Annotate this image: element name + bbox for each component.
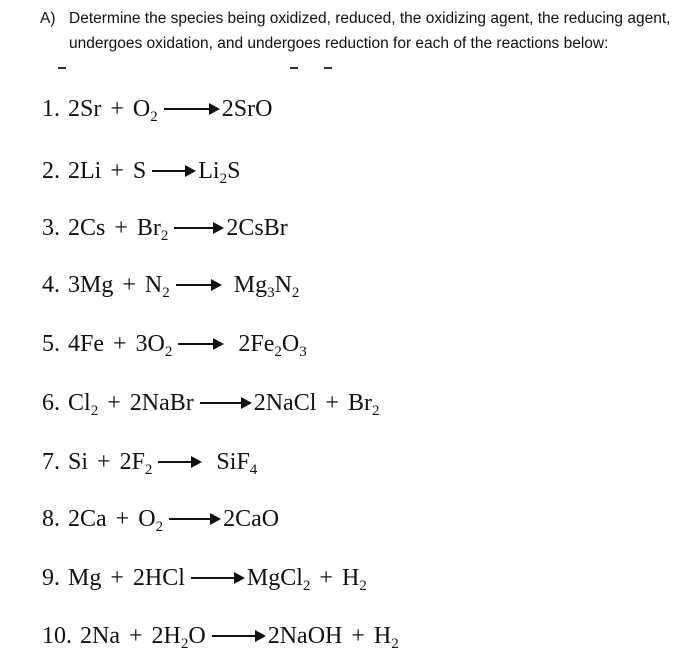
reaction-1 xyxy=(42,94,272,124)
reactant: 2Sr xyxy=(68,96,102,122)
reaction-number: 8. xyxy=(42,506,60,532)
reaction-arrow-icon xyxy=(176,284,220,286)
product: $Br_2$ xyxy=(347,390,380,419)
product: 2CsBr xyxy=(226,215,288,241)
plus-sign: + xyxy=(319,565,333,591)
reactant: $N_2$ xyxy=(144,272,170,301)
reaction-4 xyxy=(42,270,299,300)
reactant: 2Ca xyxy=(68,506,107,532)
reaction-arrow-icon xyxy=(169,518,219,520)
reaction-arrow-icon xyxy=(200,402,250,404)
product: 2CaO xyxy=(223,506,280,532)
reactant: $Br_2$ xyxy=(136,215,169,244)
plus-sign: + xyxy=(114,215,128,241)
reaction-arrow-icon xyxy=(164,108,218,110)
plus-sign: + xyxy=(110,96,124,122)
reaction-number: 7. xyxy=(42,449,60,475)
plus-sign: + xyxy=(351,623,365,649)
scan-mark xyxy=(290,67,298,69)
plus-sign: + xyxy=(113,331,127,357)
reactant: 2HCl xyxy=(132,565,185,591)
reactant: $2H_2O$ xyxy=(151,623,206,652)
section-label: A) xyxy=(40,10,56,27)
reaction-number: 6. xyxy=(42,390,60,416)
plus-sign: + xyxy=(122,272,136,298)
reactant: 4Fe xyxy=(68,331,104,357)
reaction-arrow-icon xyxy=(178,343,222,345)
plus-sign: + xyxy=(107,390,121,416)
reactant: $Cl_2$ xyxy=(68,390,99,419)
reaction-number: 3. xyxy=(42,215,60,241)
product: SiF$_4$ xyxy=(216,449,258,478)
product: $H_2$ xyxy=(373,623,399,652)
reactant: $2F_2$ xyxy=(119,449,153,478)
reactant: 2Li xyxy=(68,158,102,184)
reaction-arrow-icon xyxy=(174,227,222,229)
reaction-number: 5. xyxy=(42,331,60,357)
reactant: Si xyxy=(68,449,89,475)
reaction-arrow-icon xyxy=(191,577,243,579)
reaction-9 xyxy=(42,563,367,593)
plus-sign: + xyxy=(115,506,130,532)
reaction-number: 2. xyxy=(42,158,60,184)
reaction-7 xyxy=(42,447,257,477)
reaction-arrow-icon xyxy=(152,170,194,172)
instructions-line-1 xyxy=(40,6,690,31)
reaction-5 xyxy=(42,329,307,359)
instructions-text-1: Determine the species being oxidized, reduced, the oxidizing agent, the reducing agent, xyxy=(69,10,671,27)
reactant: $O_2$ xyxy=(132,96,158,125)
reaction-3 xyxy=(42,213,288,243)
reactant: 2Cs xyxy=(68,215,106,241)
plus-sign: + xyxy=(325,390,339,416)
reactant: S xyxy=(132,158,147,184)
product: $H_2$ xyxy=(341,565,367,594)
reactant: 3Mg xyxy=(68,272,114,298)
reaction-8 xyxy=(42,504,279,534)
reactant: $O_2$ xyxy=(138,506,164,535)
scan-mark xyxy=(324,67,332,69)
reaction-number: 4. xyxy=(42,272,60,298)
reactant: 2NaBr xyxy=(129,390,194,416)
reaction-number: 9. xyxy=(42,565,60,591)
product: MgCl$_2$ xyxy=(246,565,311,594)
reactant: Mg xyxy=(68,565,102,591)
reaction-arrow-icon xyxy=(212,635,264,637)
reaction-2 xyxy=(42,156,240,186)
product: 2SrO xyxy=(221,96,273,122)
plus-sign: + xyxy=(97,449,111,475)
reaction-6 xyxy=(42,388,379,418)
plus-sign: + xyxy=(128,623,143,649)
product: 2NaOH xyxy=(267,623,343,649)
scan-mark xyxy=(58,67,66,69)
reactant: $3O_2$ xyxy=(135,331,173,360)
instructions xyxy=(40,6,690,56)
reaction-arrow-icon xyxy=(158,461,200,463)
product: $2Fe_2O_3$ xyxy=(238,331,307,360)
product: $Mg_3N_2$ xyxy=(233,272,300,301)
product: 2NaCl xyxy=(253,390,317,416)
reactant: 2Na xyxy=(80,623,120,649)
instructions-text-2: undergoes oxidation, and undergoes reduction for each of the reactions below: xyxy=(69,35,609,52)
reaction-number: 10. xyxy=(42,623,72,649)
plus-sign: + xyxy=(110,158,124,184)
reaction-10 xyxy=(42,621,399,651)
plus-sign: + xyxy=(110,565,124,591)
product: $Li_2S$ xyxy=(198,158,241,187)
reaction-number: 1. xyxy=(42,96,60,122)
